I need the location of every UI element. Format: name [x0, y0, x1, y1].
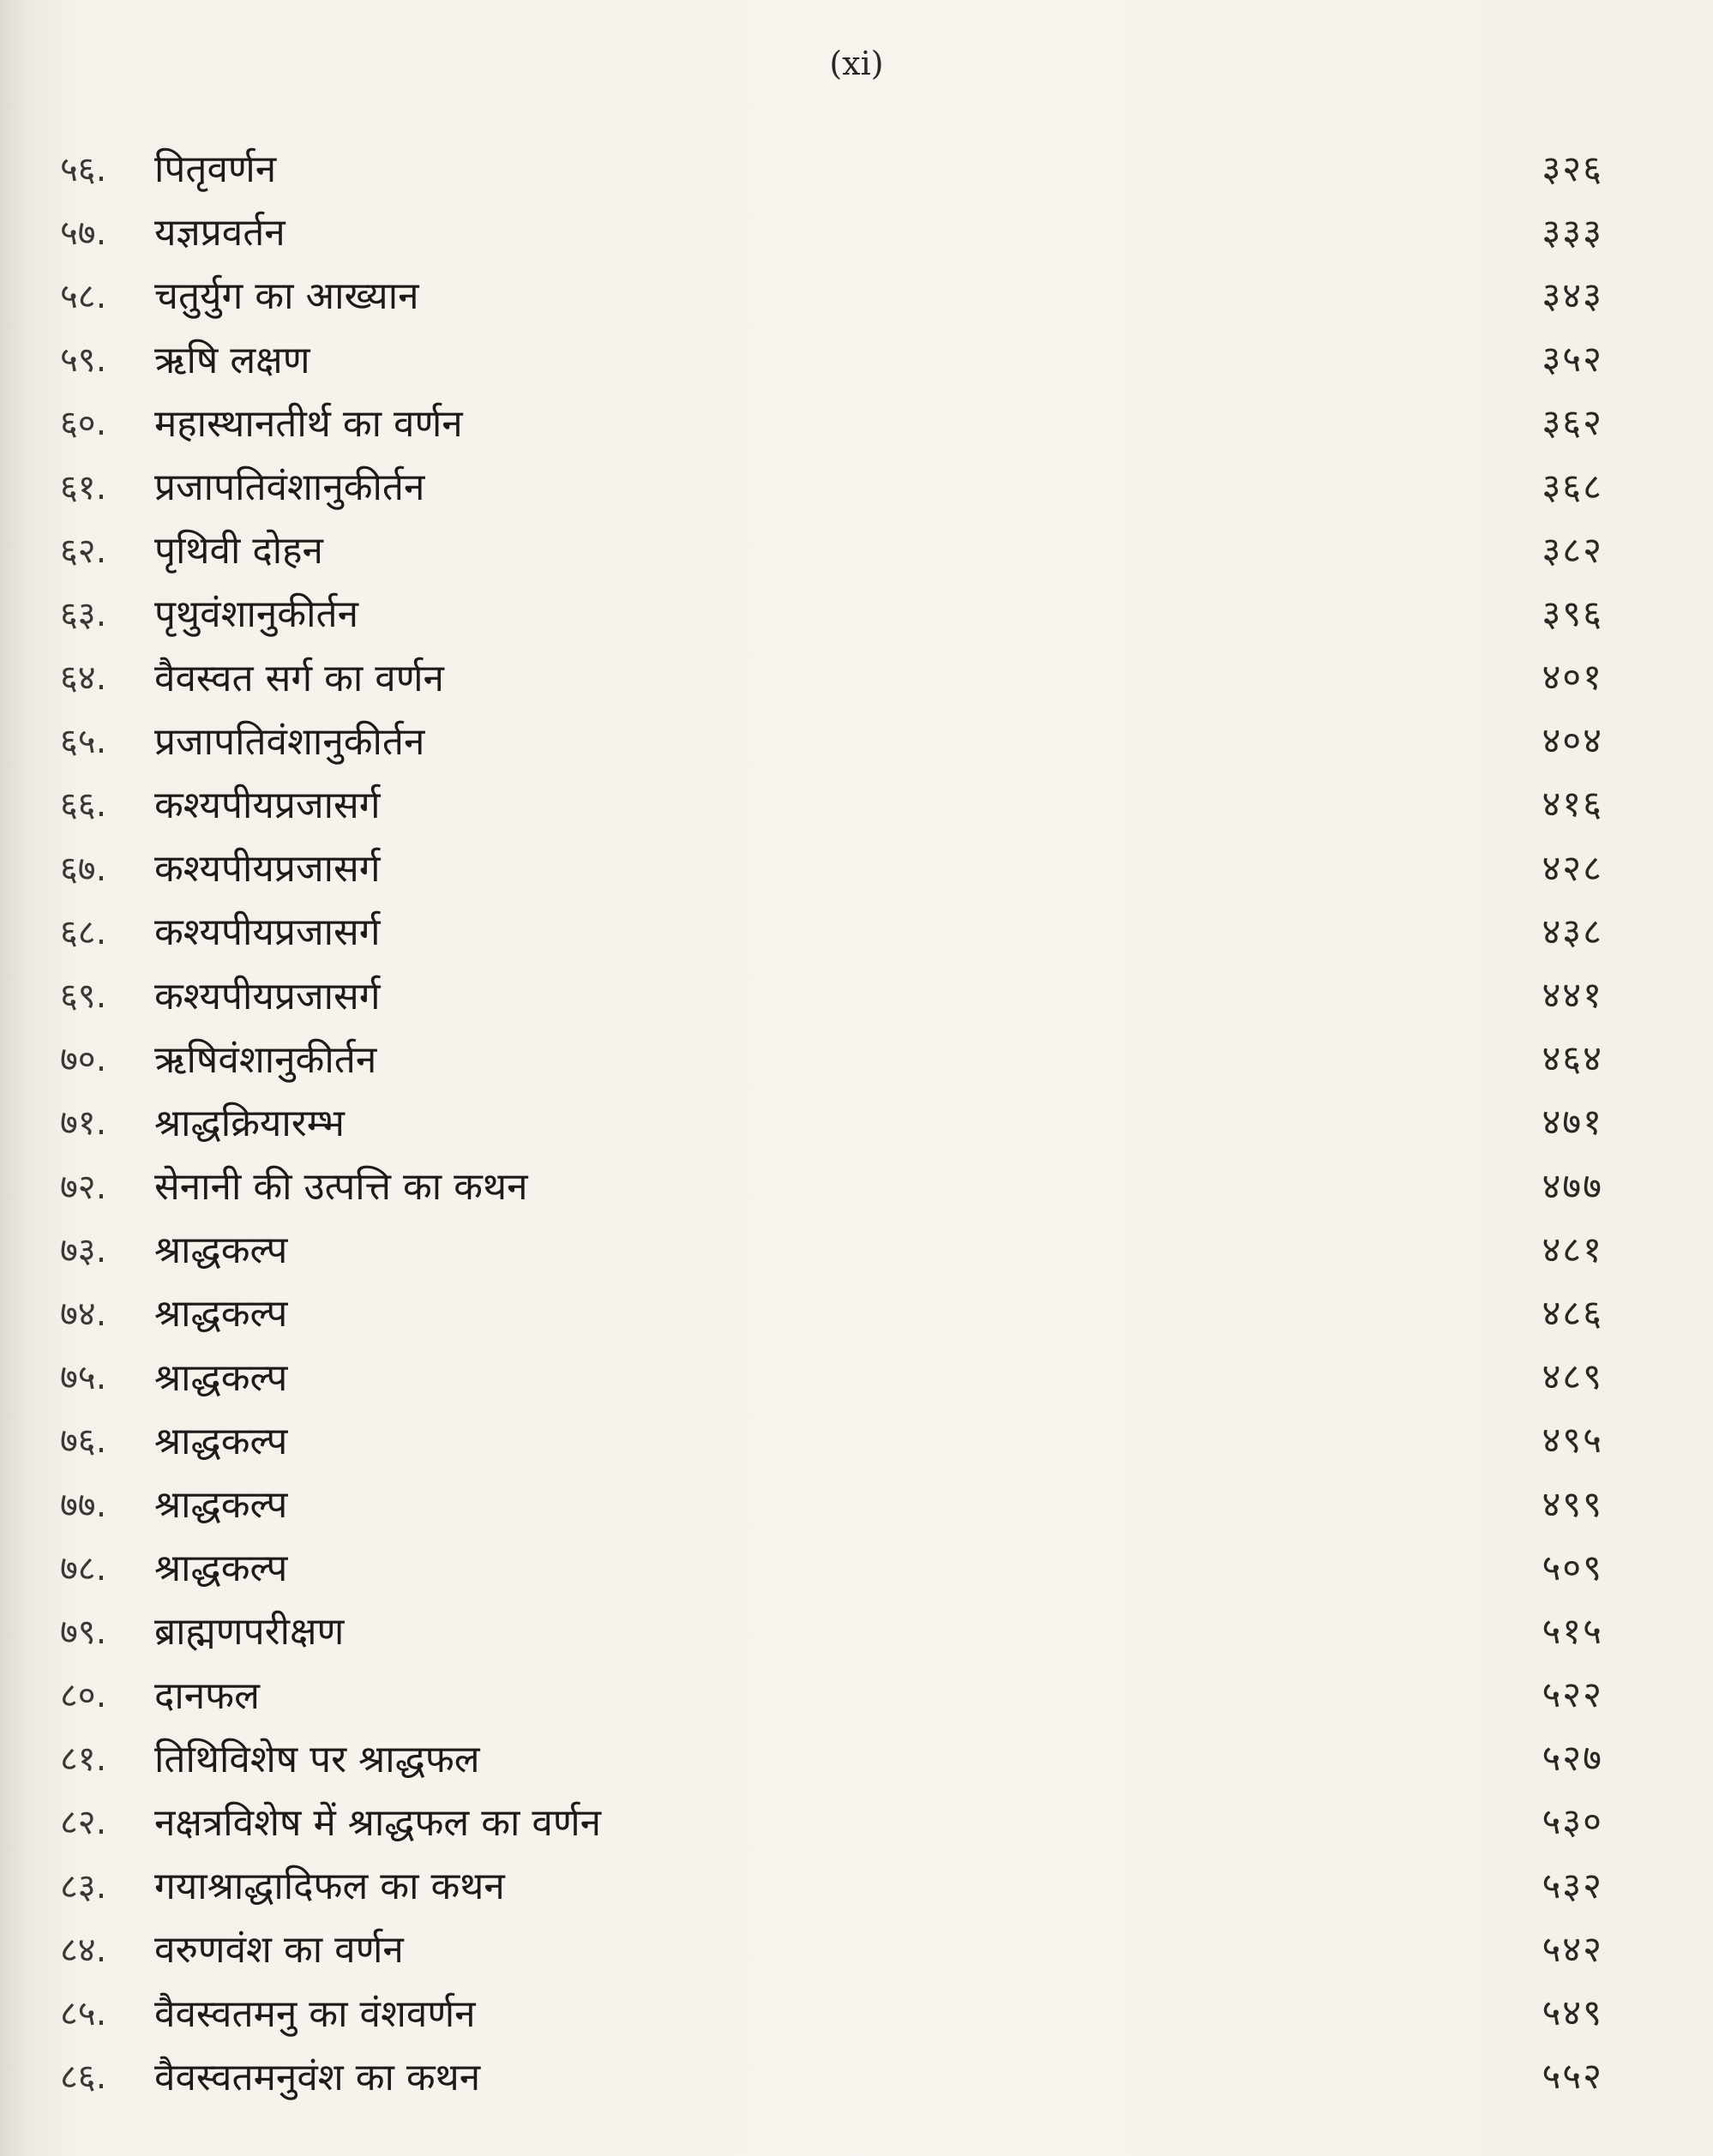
- chapter-page: ४२८: [1542, 846, 1603, 889]
- toc-entry: [60, 1598, 1603, 1661]
- table-of-contents: [60, 135, 1603, 2107]
- toc-entry: [60, 453, 1603, 517]
- chapter-number: ८६.: [60, 2057, 107, 2098]
- chapter-number: ५७.: [60, 213, 107, 253]
- chapter-title: श्राद्धक्रियारम्भ: [154, 1101, 345, 1145]
- toc-entry: [60, 1471, 1603, 1534]
- toc-entry: [60, 1534, 1603, 1598]
- chapter-page: ३५२: [1542, 338, 1603, 381]
- chapter-number: ८२.: [60, 1803, 107, 1843]
- chapter-number: ५८.: [60, 276, 107, 316]
- toc-entry: [60, 517, 1603, 580]
- toc-entry: [60, 1216, 1603, 1280]
- chapter-number: ६१.: [60, 467, 107, 507]
- chapter-page: ३६२: [1542, 401, 1603, 444]
- chapter-number: ७६.: [60, 1421, 107, 1462]
- chapter-number: ६८.: [60, 912, 107, 952]
- chapter-number: ७०.: [60, 1040, 107, 1080]
- chapter-page: ४८९: [1542, 1355, 1603, 1398]
- chapter-page: ४८१: [1542, 1228, 1603, 1270]
- chapter-number: ८३.: [60, 1866, 107, 1907]
- toc-entry: [60, 835, 1603, 898]
- chapter-number: ६५.: [60, 722, 107, 762]
- toc-entry: [60, 645, 1603, 708]
- chapter-number: ८०.: [60, 1676, 107, 1716]
- chapter-page: ४०१: [1542, 656, 1603, 699]
- chapter-title: वैवस्वतमनु का वंशवर्णन: [154, 1991, 476, 2036]
- chapter-number: ६०.: [60, 404, 107, 444]
- chapter-page: ५२७: [1542, 1737, 1603, 1780]
- toc-entry: [60, 1726, 1603, 1789]
- chapter-page: ४१६: [1542, 783, 1603, 826]
- chapter-page: ४६४: [1542, 1037, 1603, 1080]
- chapter-number: ६४.: [60, 658, 107, 699]
- chapter-number: ५६.: [60, 149, 107, 189]
- chapter-page: ४७७: [1542, 1164, 1603, 1207]
- toc-entry: [60, 1344, 1603, 1408]
- chapter-title: नक्षत्रविशेष में श्राद्धफल का वर्णन: [154, 1800, 602, 1845]
- chapter-title: यज्ञप्रवर्तन: [154, 211, 286, 255]
- toc-entry: [60, 1916, 1603, 1979]
- chapter-title: वैवस्वतमनुवंश का कथन: [154, 2055, 481, 2099]
- toc-entry: [60, 262, 1603, 326]
- chapter-page: ३४३: [1542, 273, 1603, 316]
- chapter-title: श्राद्धकल्प: [154, 1546, 288, 1591]
- chapter-page: ४७१: [1542, 1101, 1603, 1144]
- chapter-number: ६३.: [60, 594, 107, 634]
- chapter-page: ४८६: [1542, 1291, 1603, 1334]
- chapter-title: सेनानी की उत्पत्ति का कथन: [154, 1165, 528, 1210]
- toc-entry: [60, 390, 1603, 453]
- chapter-page: ३९६: [1542, 592, 1603, 634]
- chapter-title: वरुणवंश का वर्णन: [154, 1928, 404, 1973]
- chapter-title: महास्थानतीर्थ का वर्णन: [154, 401, 463, 446]
- chapter-page: ५१५: [1542, 1609, 1603, 1652]
- chapter-title: तिथिविशेष पर श्राद्धफल: [154, 1737, 480, 1781]
- chapter-page: ५५२: [1542, 2055, 1603, 2098]
- chapter-page: ५३०: [1542, 1800, 1603, 1843]
- chapter-title: श्राद्धकल्प: [154, 1355, 288, 1400]
- chapter-number: ६९.: [60, 976, 107, 1017]
- chapter-title: दानफल: [154, 1673, 260, 1718]
- chapter-title: गयाश्राद्धादिफल का कथन: [154, 1865, 505, 1909]
- chapter-title: कश्यपीयप्रजासर्ग: [154, 783, 381, 827]
- toc-entry: [60, 580, 1603, 644]
- toc-entry: [60, 708, 1603, 772]
- chapter-number: ७५.: [60, 1358, 107, 1398]
- chapter-page: ५४९: [1542, 1991, 1603, 2034]
- chapter-page: ४९९: [1542, 1482, 1603, 1525]
- chapter-page: ३६८: [1542, 465, 1603, 507]
- toc-entry: [60, 772, 1603, 835]
- chapter-number: ८१.: [60, 1739, 107, 1780]
- chapter-page: ३२६: [1542, 147, 1603, 189]
- chapter-title: श्राद्धकल्प: [154, 1292, 288, 1336]
- toc-entry: [60, 1090, 1603, 1153]
- toc-entry: [60, 1979, 1603, 2043]
- chapter-title: श्राद्धकल्प: [154, 1483, 288, 1528]
- chapter-title: वैवस्वत सर्ग का वर्णन: [154, 656, 444, 700]
- chapter-title: कश्यपीयप्रजासर्ग: [154, 974, 381, 1018]
- toc-entry: [60, 962, 1603, 1025]
- chapter-title: प्रजापतिवंशानुकीर्तन: [154, 465, 425, 510]
- chapter-number: ७२.: [60, 1167, 107, 1207]
- toc-entry: [60, 1280, 1603, 1343]
- chapter-number: ७३.: [60, 1230, 107, 1270]
- chapter-number: ६२.: [60, 531, 107, 571]
- chapter-title: पृथुवंशानुकीर्तन: [154, 592, 358, 637]
- toc-entry: [60, 327, 1603, 390]
- chapter-title: कश्यपीयप्रजासर्ग: [154, 910, 381, 955]
- chapter-page: ४०४: [1542, 719, 1603, 762]
- toc-entry: [60, 1853, 1603, 1916]
- chapter-page: ५४२: [1542, 1927, 1603, 1970]
- toc-entry: [60, 1662, 1603, 1726]
- chapter-number: ७७.: [60, 1485, 107, 1525]
- chapter-page: ४९५: [1542, 1419, 1603, 1462]
- chapter-page: ४३८: [1542, 910, 1603, 952]
- chapter-number: ७९.: [60, 1612, 107, 1652]
- chapter-page: ५३२: [1542, 1864, 1603, 1907]
- chapter-number: ७१.: [60, 1103, 107, 1144]
- chapter-number: ७८.: [60, 1548, 107, 1588]
- toc-entry: [60, 1153, 1603, 1216]
- toc-entry: [60, 135, 1603, 199]
- chapter-title: प्रजापतिवंशानुकीर्तन: [154, 719, 425, 764]
- chapter-title: श्राद्धकल्प: [154, 1228, 288, 1273]
- chapter-title: श्राद्धकल्प: [154, 1419, 288, 1463]
- chapter-page: ४४१: [1542, 974, 1603, 1017]
- chapter-number: ७४.: [60, 1294, 107, 1334]
- chapter-number: ५९.: [60, 340, 107, 381]
- chapter-title: कश्यपीयप्रजासर्ग: [154, 847, 381, 892]
- chapter-number: ६६.: [60, 785, 107, 826]
- page-number: (xi): [829, 45, 884, 82]
- toc-entry: [60, 1026, 1603, 1090]
- toc-entry: [60, 2044, 1603, 2107]
- chapter-number: ६७.: [60, 849, 107, 889]
- chapter-title: पितृवर्णन: [154, 147, 277, 192]
- chapter-number: ८४.: [60, 1930, 107, 1970]
- toc-entry: [60, 1789, 1603, 1853]
- chapter-title: ऋषि लक्षण: [154, 338, 310, 382]
- chapter-page: ५०९: [1542, 1546, 1603, 1588]
- chapter-page: ५२२: [1542, 1673, 1603, 1716]
- chapter-title: पृथिवी दोहन: [154, 529, 323, 574]
- chapter-title: चतुर्युग का आख्यान: [154, 274, 419, 319]
- chapter-page: ३३३: [1542, 210, 1603, 253]
- chapter-title: ब्राह्मणपरीक्षण: [154, 1610, 345, 1655]
- toc-entry: [60, 199, 1603, 262]
- toc-entry: [60, 1408, 1603, 1471]
- chapter-title: ऋषिवंशानुकीर्तन: [154, 1037, 377, 1082]
- toc-entry: [60, 898, 1603, 962]
- chapter-page: ३८२: [1542, 528, 1603, 571]
- chapter-number: ८५.: [60, 1994, 107, 2034]
